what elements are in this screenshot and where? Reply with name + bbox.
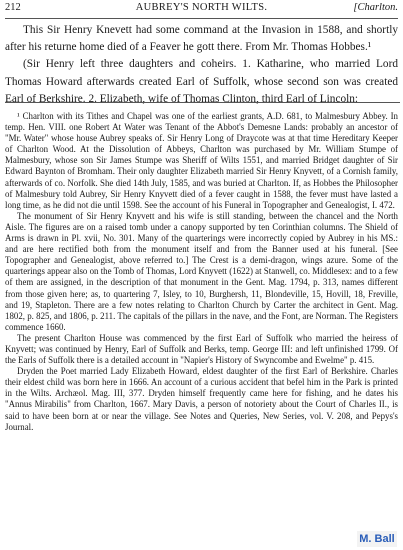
footnote-paragraph: The monument of Sir Henry Knyvett and his wife is still standing, between the chancel and the North Aisle. The figures are on a raised tomb under a canopy supported by ten Corinthian columns. The Shield of Arms is drawn in Pl. xvii, No. 301. Many of the quarterings were incorrectly copied by Aubrey in his MS.: and are here rectified both from the monument itself and from the Banner used at his funeral. [See Topographer and Genealogist, above referred to.] The Crest is a demi-dragon, wings azure. Some of the quarterings appear also on the Tomb of Thomas, Lord Knyvett (1622) at Stanwell, co. Middlesex: and to a few of them are assigned, in the description of that monument in the Gent. Mag. 1794, p. 313, names different from those given here; as, to quartering 7, Isley, to 10, Burghersh, 11, Blondeville, 15, Hovill, 18, Freville, and 19, Stapleton. There are a few notes relating to Charlton Church by Carter the architect in Gent. Mag. 1802, p. 825, and 1806, p. 211. The capitals of the pillars in the nave, and the Font, are Norman. The Registers commence 1660. <box>5 210 398 332</box>
running-header <box>5 0 398 16</box>
page-number: 212 <box>5 2 21 13</box>
footnotes <box>5 111 398 433</box>
footnote-paragraph: The present Charlton House was commenced by the first Earl of Suffolk who married the heiress of Knyvett; was continued by Henry, Earl of Suffolk and Berks, temp. George III: and left unfinished 1799. Of the Earls of Suffolk there is a detailed account in "Napier's History of Swyncombe and Ewelme" p. 415. <box>5 332 398 366</box>
body-paragraph: This Sir Henry Knevett had some command at the Invasion in 1588, and shortly after his returne home died of a Feaver he gott there. From Mr. Thomas Hobbes.¹ <box>5 24 398 54</box>
section-label: [Charlton. <box>353 2 398 13</box>
footnote-paragraph: Dryden the Poet married Lady Elizabeth Howard, eldest daughter of the first Earl of Berkshire. Charles their eldest child was born here in 1666. An account of a curious accident that befel him in the Park is printed in the Wilts. Archæol. Mag. III, 377. Dryden himself frequently came here for fishing, and he dates his "Annus Mirabilis" from Charlton, 1667. Mary Davis, a person of notoriety about the Court of Charles II., is said to have been born at or near the village. See Notes and Queries, New Series, vol. V. 208, and Pepys's Journal. <box>5 366 398 432</box>
main-text <box>5 22 398 108</box>
footnote-rule <box>5 102 400 103</box>
signature-watermark: M. Ball <box>357 531 397 547</box>
body-paragraph: (Sir Henry left three daughters and coheirs. 1. Katharine, who married Lord Thomas Howard afterwards created Earl of Suffolk, whose second son was created Earl of Berkshire. 2. Elizabeth, wife of Thomas Clinton, third Earl of Lincoln: <box>5 58 398 105</box>
running-title: AUBREY'S NORTH WILTS. <box>135 2 268 13</box>
footnote-paragraph: ¹ Charlton with its Tithes and Chapel was one of the earliest grants, A.D. 681, to Malmesbury Abbey. In temp. Hen. VIII. one Robert At Water was Tenant of the Abbot's Demesne Lands: probably an ancestor of "Mr. Water" whose house Aubrey speaks of. Sir Henry Long of Draycote was at that time Hereditary Keeper of Charlton Wood. At the Dissolution of Abbeys, Charlton was purchased by Mr. William Stumpe of Malmesbury, whose son Sir James Stumpe was Sheriff of Wilts 1551, and married Bridget daughter of Sir Edward Baynton of Bromham. Their only daughter Elizabeth married Sir Henry Knyvett, of a Cornish family, afterwards of co. Norfolk. She died 14th July, 1585, and was buried at Charlton. If, as Hobbes the Philosopher of Malmesbury told Aubrey, Sir Henry Knyvett died of a fever caught in 1588, the fever must have lasted a long time, as he did not die until 1598. See the account of his Funeral in Topographer and Genealogist, I. 472. <box>5 111 398 210</box>
header-rule <box>5 18 398 19</box>
